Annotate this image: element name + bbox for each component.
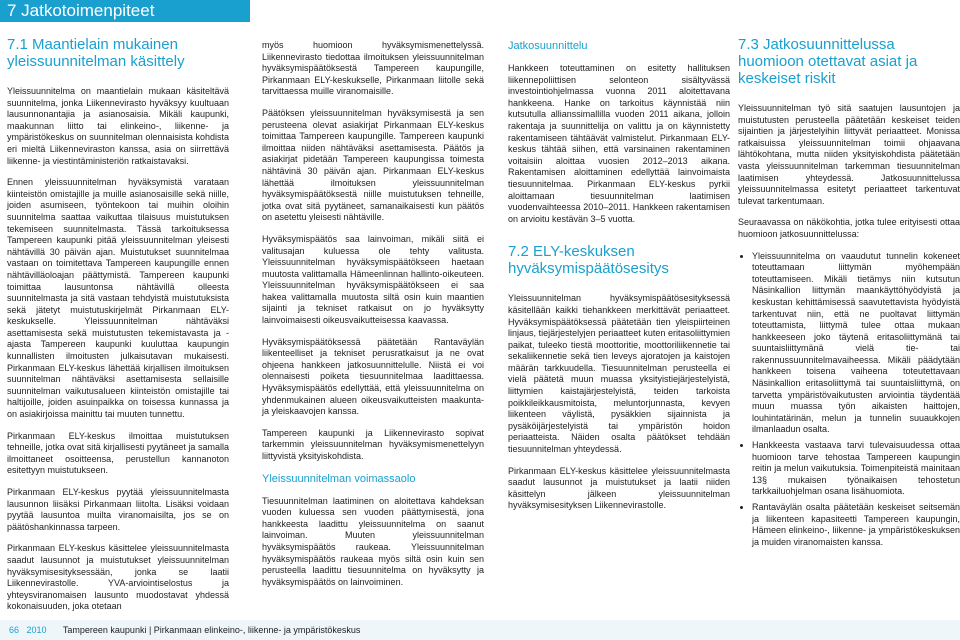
- bullet-list: [738, 251, 960, 549]
- section-heading-7-2: 7.2 ELY-keskuksen hyväksymispäätösesitys: [508, 243, 669, 278]
- list-item: • Hankkeesta vastaava tarvi tulevaisuudessa ottaa huomioon tarve tehostaa Tampereen kaupungin reitin ja melun vaikutuksia. Toimenpiteistä mainitaan 13§ mukaisen työnaikaisen tehostetun tarkkailuohjelman osana lisähuomiota.: [752, 440, 960, 498]
- paragraph: Pirkanmaan ELY-keskus käsittelee yleissuunnitelmasta saadut lausunnot ja muistutukset ja laatii niiden käsittelyn jälkeen yleissuunnitelman hyväksymisesityksen Liikennevirastolle.: [508, 465, 730, 511]
- column-4: [738, 36, 960, 558]
- column-2: [262, 40, 484, 598]
- paragraph: Tiesuunnitelman laatiminen on aloitettava kahdeksan vuoden kuluessa sen vuoden päättymisestä, jona hankkeesta laadittu yleissuunnitelma on saanut lainvoiman. Muuten yleissuunnitelman hyväksymispäätös raukeaa. Yleissuunnitelman hyväksymispäätös raukeaa myös siltä osin kuin sen perusteella laadittu tiesuunnitelma on hyväksytty ja hyväksymispäätös on lainvoiminen.: [262, 495, 484, 587]
- page-number: 66: [8, 625, 19, 635]
- list-item: • Yleissuunnitelma on vaaudutut tunnelin kokeneet toteuttamaan liittymän myöhempään toteuttamiseen. Mikäli tietämys niin kutsutun Näsinkallion liittymän maankäyttöhyödyistä ja keskustan kehittämisessä saavutettavista hyödyistä tarkentuvat niin, että ne puoltavat liittymän toteuttamista, liittymä tulee ottaa mukaan hankkeeseen joko täytenä eritasoliittymänä tai suuntaisliittymänä vielä tie- tai rakennussuunnitelmavaiheessa. Mikäli päädytään hankkeen toisena vaiheena toteutettavaan Näsinkallion eritasoliittymä tai suuntaisliittymä, on tarvetta ympäristövaikutusten arviointia täydentää muun muassa työn aikaisten haittojen, louhintatärinän, melun ja tunnelin suuaukkojen ilmanlaadun osalta.: [752, 251, 960, 437]
- paragraph: Pirkanmaan ELY-keskus käsittelee yleissuunnitelmasta saadut lausunnot ja muistutukset yleissuunnitelman hyväksymisesityksessään, jonka se laatii Liikennevirastolle. YVA-arviointiselostus ja yhteysviranomaisen lausunto muodostavat yhdessä kokonaisuuden, joka otetaan: [7, 543, 229, 612]
- paragraph: Pirkanmaan ELY-keskus ilmoittaa muistutuksen tehneille, jotka ovat sitä kirjallisesti pyytäneet ja samalla ilmoittaneet osoitteensa, perustellun kannanoton esitettyyn muistutukseen.: [7, 430, 229, 476]
- paragraph: Yleissuunnitelma on maantielain mukaan käsiteltävä suunnitelma, jonka Liikennevirasto hyväksyy kuultuaan lausunnonantajia ja asianosaisia. Mikäli kaupunki, maakunnan liitto tai elinkeino-, liikenne- ja ympäristökeskus on suunnitelman olennaisista kohdista eri mieltä Liikenneviraston kanssa, asia on siirrettävä liikenne- ja viestintäministeriön ratkaistavaksi.: [7, 86, 229, 166]
- footer-text: Tampereen kaupunki | Pirkanmaan elinkeino-, liikenne- ja ympäristökeskus: [62, 625, 361, 635]
- paragraph: Hankkeen toteuttaminen on esitetty hallituksen liikennepoliittisen selonteon sisältyvässä investointiohjelmassa vuonna 2011 aloitettavana hankkeena. Hanke on tarkoitus käynnistää niin kutsutulla allianssimallilla vuoden 2011 aikana, jolloin rakentaja ja suunnittelija on valittu ja on käynnistetty rakentamiseen tähtäävät valmistelut. Pirkanmaan ELY-keskus tähtää siihen, että varsinainen rakentaminen voitaisiin aloittaa vuosien 2012–2013 aikana. Rakentamisen aloittaminen edellyttää lainvoimaista tiesuunnitelmaa. Pirkanmaan ELY-keskus pyrkii aloittamaan tiesuunnitelman laatimisen vuodenvaihteessa 2010–2011. Hankkeen rakentamisen on arvioitu kestävän 3–5 vuotta.: [508, 63, 730, 224]
- paragraph: Päätöksen yleissuunnitelman hyväksymisestä ja sen perusteena olevat asiakirjat Pirkanmaan ELY-keskus toimittaa Tampereen kaupungille. Tampereen kaupunki ilmoittaa niiden nähtäväksi asettamisesta. Päätös ja asiakirjat pidetään Tampereen kaupungissa toimesta nähtävinä 30 päivän ajan. Pirkanmaan ELY-keskus lähettää ilmoituksen yleissuunnitelman hyväksymispäätöksestä niille muistutuksen tehneille, jotka ovat sitä pyytäneet, samanaikaisesti kun päätös on asetettu yleisesti nähtäville.: [262, 107, 484, 223]
- paragraph: Yleissuunnitelman työ sitä saatujen lausuntojen ja muistutusten perusteella päätetään keskeiset teiden sijaintien ja järjestelyihin liittyvät periaatteet. Monissa ratkaisuissa yleissuunnitelman toimii ohjaavana lähtökohtana, mutta niiden yksityiskohdista päätetään vasta yleissuunnitelman tarkemman tiesuunnitelman laatimisen yhteydessä. Jatkosuunnittelussa yleissuunnitelmassa esitetyt periaatteet tarkentuvat tulevat tarkentumaan.: [738, 103, 960, 206]
- page-footer: [0, 620, 960, 640]
- list-item: • Rantaväylän osalta päätetään keskeiset seitsemän ja liikenteen kapasiteetti Tampereen kaupungin, Hämeen elinkeino-, liikenne- ja ympäristökeskuksen ja muiden viranomaisten kanssa.: [752, 502, 960, 548]
- section-heading-7-1: 7.1 Maantielain mukainen yleissuunnitelman käsittely: [7, 36, 185, 70]
- subheading-voimassaolo: Yleissuunnitelman voimassaolo: [262, 472, 416, 485]
- paragraph: myös huomioon hyväksymismenettelyssä. Liikennevirasto tiedottaa ilmoituksen yleissuunnitelman hyväksymispäätöksestä Tampereen kaupungille, Pirkanmaan ELY-keskukselle, Pirkanmaan liitolle sekä tarvittaessa muille viranomaisille.: [262, 40, 484, 97]
- paragraph: Seuraavassa on näkökohtia, jotka tulee erityisesti ottaa huomioon jatkosuunnittelussa:: [738, 217, 960, 239]
- paragraph: Ennen yleissuunnitelman hyväksymistä varataan kiinteistön omistajille ja muille asianosaisille sekä niille, joiden asumiseen, työntekoon tai muihin oloihin suunnitelma saattaa vaikuttaa tilaisuus muistutuksen tekemiseen suunnitelmasta. Tässä tarkoituksessa Tampereen kaupunki pitää yleissuunnitelman yleisesti nähtävillä 30 päivän ajan. Muistutukset suunnitelmaa vastaan on toimitettava Tampereen kaupungille ennen nähtävilläoloajan päättymistä. Tampereen kaupunki toimittaa lausuntonsa nähtävillä olleesta suunnitelmasta ja sitä vastaan tehdyistä muistutuksista sekä jätetyt muistutuskirjelmät Pirkanmaan ELY-keskukselle. Yleissuunnitelman nähtäväksi asettamisesta sekä muistutusten tekemistavasta ja -ajasta Tampereen kaupunki kuuluttaa kaupungin kunnallisten ilmoitusten julkaisutavan mukaisesti. Pirkanmaan ELY-keskus lähettää kirjallisen ilmoituksen suunnitelman nähtäväksi asettamisesta sellaisille suunnitelman vaikutusalueen kiinteistön omistajille tai haltijoille, joiden asuinpaikka on toisessa kunnassa ja on asiakirjoissa mainittu tai muuten tunnettu.: [7, 177, 229, 420]
- subheading-jatkosuunnittelu: Jatkosuunnittelu: [508, 40, 588, 52]
- chapter-title: 7 Jatkotoimenpiteet: [0, 0, 250, 22]
- paragraph: Pirkanmaan ELY-keskus pyytää yleissuunnitelmasta lausunnon liisäksi Pirkanmaan liitolta. Lisäksi voidaan pyytää lausuntoa muilta viranomaisilta, jos se on päätöshankinnassa tarpeen.: [7, 487, 229, 532]
- paragraph: Tampereen kaupunki ja Liikennevirasto sopivat tarkemmin yleissuunnitelman hyväksymismenettelyyn liittyvistä yksityiskohdista.: [262, 427, 484, 461]
- column-1: [7, 36, 229, 623]
- footer-year: 2010: [26, 625, 47, 635]
- column-3: [508, 40, 730, 522]
- section-heading-7-3: 7.3 Jatkosuunnittelussa huomioon otettavat asiat ja keskeiset riskit: [738, 36, 918, 87]
- paragraph: Yleissuunnitelman hyväksymispäätösesityksessä käsitellään kaikki tiehankkeen merkittävät periaatteet. Hyväksymispäätöksessä päätetään tien yleispiirteinen linjaus, tiejärjestelyjen periaatteet kuten eritasoliittymien paikat, tuleeko tiestä moottoritie, moottoriliikennetie tai sekaliikennetie sekä tien leveys ajoratojen ja kaistojen määrän tarkkuudella. Tiesuunnitelman perusteella ei vielä päätetä muun muassa yksityistiejärjestelyistä, liittymien kaistajärjestelyistä, teiden tarkoista poikkileikkausmitoista, meluntorjunnasta, kevyen liikenteen väylistä, pysäkkien sijainnista ja pysäköijärjestelyistä tai ympäristön hoidon periaatteista. Näiden osalta päätökset tehdään tiesuunnitelman yhteydessä.: [508, 293, 730, 455]
- paragraph: Hyväksymispäätös saa lainvoiman, mikäli siitä ei valitusajan kuluessa ole tehty valitusta. Yleissuunnitelman hyväksymispäätökseen haetaan muutosta valittamalla Hämeenlinnan hallinto-oikeuteen. Yleissuunnitelman hyväksymispäätökseen ei saa hakea valittamalla muutosta siltä osin kuin maantien sijainti ja tekniset ratkaisut on jo hyväksytty lainvoimaisesti oikeusvaikutteisessa kaavassa.: [262, 233, 484, 326]
- paragraph: Hyväksymispäätöksessä päätetään Rantaväylän liikenteelliset ja tekniset perusratkaisut ja ne ovat ohjeena hankkeen jatkosuunnittelulle. Niistä ei voi olennaisesti poiketa tiesuunnitelmaa laadittaessa. Hyväksymispäätös edellyttää, että yleissuunnitelma on yhdenmukainen alueen oikeusvaikutteisten maakunta- ja yleiskaavojen kanssa.: [262, 336, 484, 417]
